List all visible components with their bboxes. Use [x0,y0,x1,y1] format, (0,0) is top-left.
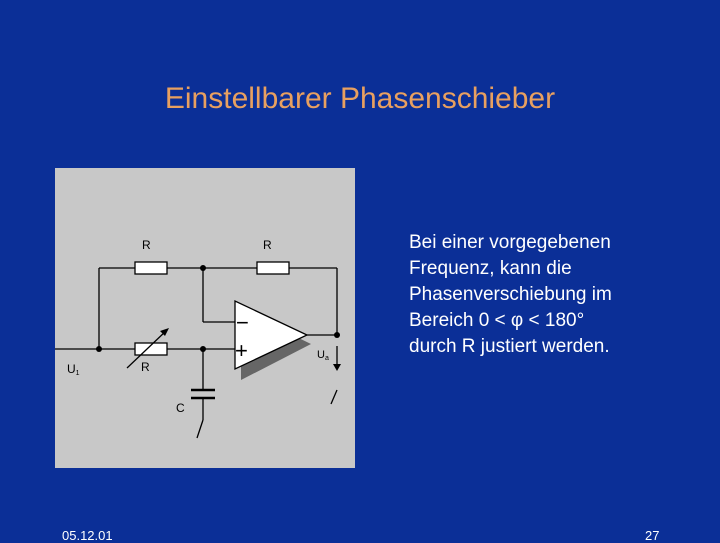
label-input-voltage [67,362,80,377]
junction-bottom-node [200,346,206,352]
label-capacitor: C [176,401,185,415]
junction-output [334,332,340,338]
opamp-plus-sign: + [235,338,248,363]
body-line: Phasenverschiebung im [409,284,612,305]
slide-title: Einstellbarer Phasenschieber [164,82,556,115]
ground-capacitor [197,420,203,438]
resistor-top-left [135,262,167,274]
label-r-top-right: R [263,238,272,252]
body-line: Bei einer vorgegebenen [409,232,611,253]
label-r-top-left: R [142,238,151,252]
body-line: Frequenz, kann die [409,258,572,279]
body-line: durch R justiert werden. [409,336,610,357]
label-output-u: U [317,349,325,361]
circuit-diagram [55,168,355,468]
label-input-u: U [67,362,76,376]
output-arrow-head [333,364,341,371]
body-line: Bereich 0 < φ < 180° [409,310,585,331]
opamp-minus-sign: − [236,310,249,335]
footer-date: 05.12.01 [62,528,113,543]
slide-body-text [409,230,709,360]
label-output-voltage [317,349,329,362]
ground-output [331,390,337,404]
label-input-subscript: 1 [75,370,80,377]
page-number: 27 [645,528,660,543]
junction-top-node [200,265,206,271]
junction-top-left [96,346,102,352]
resistor-top-right [257,262,289,274]
label-output-subscript: a [324,355,329,362]
label-r-variable: R [141,360,150,374]
